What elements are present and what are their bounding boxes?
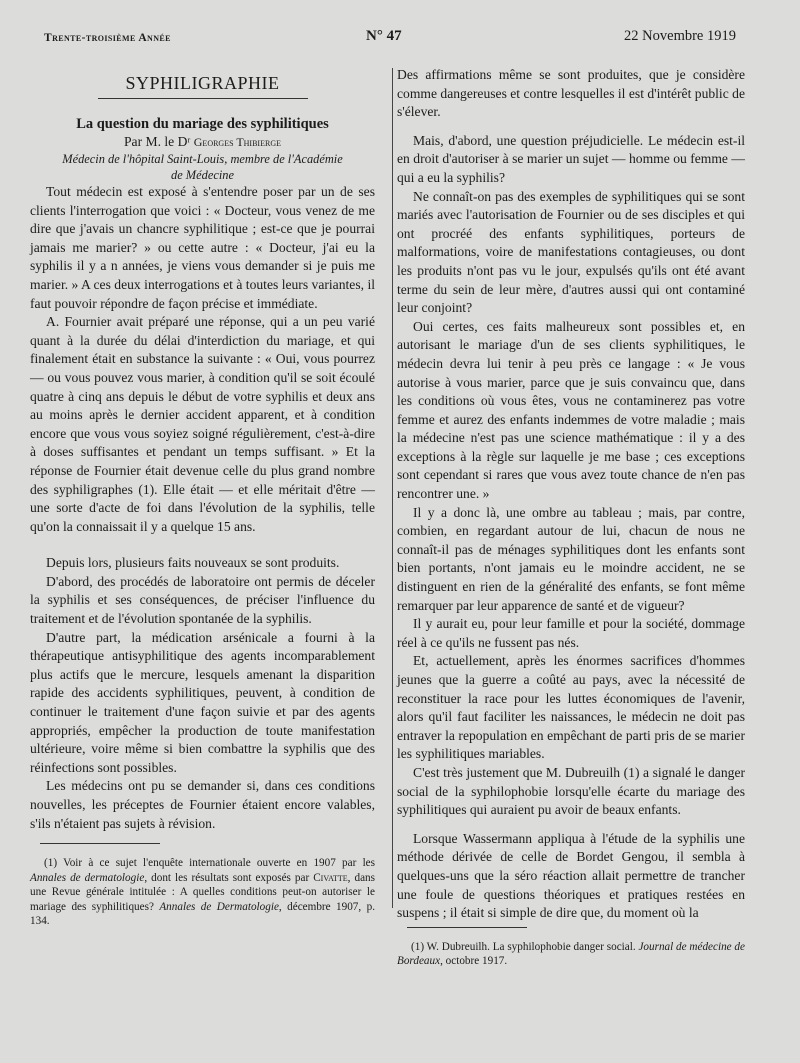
section-title-rule	[98, 98, 308, 99]
section-title: SYPHILIGRAPHIE	[125, 73, 280, 93]
paragraph: Il y a donc là, une ombre au tableau ; mais, par contre, combien, en regardant autour de lui, chacun de nous ne connaît-il pas de ménages syphilitiques dont les enfants sont bien portants, n'ont jamais eu le moindre accident, ne se distinguent en rien de la généralité des enfants, se font même remarquer par leur apparence de santé et de vigueur?	[397, 504, 745, 613]
paragraph: Et, actuellement, après les énormes sacrifices d'hommes jeunes que la guerre a coûté au pays, avec la nécessité de reconstituer la race pour les luttes économiques de l'avenir, alors qu'il faut faciliter les naissances, le médecin ne doit pas entraver la repopulation en empêchant de parti pris de se marier les syphilitiques mariables.	[397, 653, 745, 762]
paragraph: C'est très justement que M. Dubreuilh (1) a signalé le danger social de la syphilophobie lorsqu'elle écarte du mariage des syphilitiques qui auraient pu avoir de beaux enfants.	[397, 764, 745, 818]
paragraph: Depuis lors, plusieurs faits nouveaux se sont produits.	[46, 555, 340, 571]
paragraph: Les médecins ont pu se demander si, dans ces conditions nouvelles, les préceptes de Fournier étaient encore valables, s'ils n'étaient pas sujets à révision.	[30, 778, 375, 831]
left-column	[30, 66, 375, 929]
author-affiliation-line-2: de Médecine	[171, 168, 234, 182]
running-head	[44, 28, 736, 50]
author-prefix: Par M. le Dʳ	[123, 134, 194, 149]
footnote-rule	[40, 843, 160, 844]
paragraph: Lorsque Wassermann appliqua à l'étude de la syphilis une méthode dérivée de celle de Bordet Gengou, il sembla à quelques-uns que la séro réaction allait permettre de trancher une foule de questions théoriques et pratiques restées en suspens ; il était si simple de dire que, du moment où la	[397, 830, 745, 921]
footnote: (1) W. Dubreuilh. La syphilophobie danger social. Journal de médecine de Bordeaux, octobre 1917.	[397, 940, 745, 968]
paragraph: A. Fournier avait préparé une réponse, qui a un peu varié quant à la durée du délai d'interdiction du mariage, et qui finalement était en substance la suivante : « Oui, vous pourrez — ou vous pouvez vous marier, à condition qu'il se soit écoulé quatre à cinq ans depuis le début de votre syphilis et deux ans au moins après le dernier accident apparent, et à condition encore que vous vous soyiez soigné régulièrement, c'est-à-dire à doses suffisantes et pendant un temps suffisant. » Et la réponse de Fournier était devenue celle du plus grand nombre des syphiligraphes (1). Elle était — et elle méritait d'être — une sorte d'acte de foi dans l'évolution de la syphilis, telle qu'on la connaissait il y a quelque 15 ans.	[30, 314, 375, 534]
issue-date: 22 Novembre 1919	[624, 28, 736, 44]
footnote-rule	[407, 927, 527, 928]
paragraph: Il y aurait eu, pour leur famille et pour la société, dommage réel à ce qu'ils ne fussent pas nés.	[397, 616, 745, 650]
author-name: Georges Thibierge	[193, 135, 281, 149]
paragraph: Tout médecin est exposé à s'entendre poser par un de ses clients l'interrogation que voici : « Docteur, vous venez de me dire que j'avais un chancre syphilitique ; est-ce que je pourrai jamais me marier? » ou cette autre : « Docteur, j'ai eu la syphilis il y a n années, je viens vous demander si je puis me marier. » A ces deux interrogations et à toutes leurs variantes, il faut pouvoir répondre de façon précise et immédiate.	[30, 184, 375, 311]
paragraph: Des affirmations même se sont produites, que je considère comme dangereuses et contre lesquelles il est d'intérêt public de s'élever.	[397, 67, 745, 120]
article-title: La question du mariage des syphilitiques	[76, 116, 329, 132]
author-affiliation-line-1: Médecin de l'hôpital Saint-Louis, membre de l'Académie	[62, 152, 343, 166]
right-column	[397, 66, 745, 969]
column-divider	[392, 68, 393, 908]
paragraph: Ne connaît-on pas des exemples de syphilitiques qui se sont mariés avec l'autorisation de Fournier ou de ses disciples et qui ont procréé des enfants syphilitiques, porteurs de malformations, voire de manifestations contagieuses, ou dont les produits n'ont pas vu le jour, expulsés qu'ils ont été avant terme du sein de leur mère, d'autres aussi qui ont contaminé leur conjoint?	[397, 188, 745, 316]
paragraph: D'autre part, la médication arsénicale a fourni à la thérapeutique antisyphilitique des agents incomparablement plus actifs que le mercure, lesquels amenant la disparition rapide des accidents syphilitiques, peuvent, à condition de continuer le traitement d'une façon suivie et par des agents appropriés, empêcher la production de toute manifestation ultérieure, voire même si bien combattre la syphilis que des réinfections sont possibles.	[30, 629, 375, 775]
article-author	[30, 133, 375, 151]
issue-number: N° 47	[366, 28, 402, 44]
volume-year: Trente-troisième Année	[44, 32, 171, 44]
paragraph: Oui certes, ces faits malheureux sont possibles et, en autorisant le mariage d'un de ses clients syphilitiques, le médecin devra lui tenir à peu près ce langage : « Je vous autorise à vous marier, parce que je suis convaincu que, dans les conditions où vous êtes, vous ne contaminerez pas votre femme et aurez des enfants indemmes de votre maladie ; mais la médecine n'est pas une science mathématique : il y a des exceptions à la règle sur laquelle je me base ; ces exceptions sont cependant si rares que vous avez toute chance de n'en pas rencontrer une. »	[397, 318, 745, 502]
paragraph: D'abord, des procédés de laboratoire ont permis de déceler la syphilis et ses conséquences, de préciser l'influence du traitement et de l'évolution spontanée de la syphilis.	[30, 573, 375, 627]
footnote: (1) Voir à ce sujet l'enquête internationale ouverte en 1907 par les Annales de dermatologie, dont les résultats sont exposés par Civatte, dans une Revue générale intitulée : A quelles conditions peut-on autoriser le mariage des syphilitiques? Annales de Dermatologie, décembre 1907, p. 134.	[30, 857, 376, 928]
paragraph: Mais, d'abord, une question préjudicielle. Le médecin est-il en droit d'autoriser à se marier un sujet — homme ou femme — qui a eu la syphilis?	[397, 132, 745, 185]
